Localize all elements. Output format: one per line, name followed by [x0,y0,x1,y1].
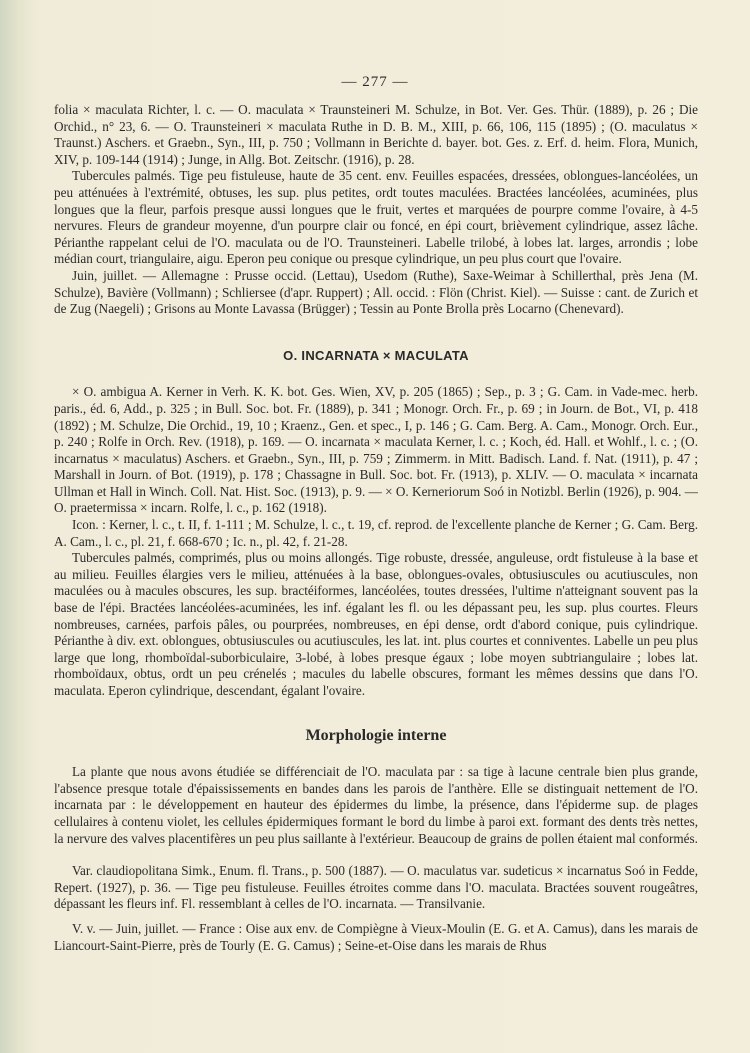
distribution-paragraph: Juin, juillet. — Allemagne : Prusse occid. (Lettau), Usedom (Ruthe), Saxe-Weimar à Schillerthal, près Jena (M. Schulze), Bavière (Vollmann) ; Schliersee (d'apr. Ruppert) ; All. occid. : Flön (Christ. Kiel). — Suisse : cant. de Zurich et de Zug (Naegeli) ; Grisons au Monte Lavassa (Brügger) ; Tessin au Ponte Brolla près Locarno (Chenevard). [54,267,698,317]
description-paragraph: Tubercules palmés. Tige peu fistuleuse, haute de 35 cent. env. Feuilles espacées, dressées, oblongues-lancéolées, un peu atténuées à l'extrémité, obtuses, les sup. plus petites, ordt toutes maculées. Bractées lancéolées, acuminées, plus longues que la fleur, parfois presque aussi longues que le fruit, vertes et marquées de pourpre comme l'ovaire, à 4-5 nervures. Fleurs de grandeur moyenne, d'un pourpre clair ou foncé, en épi court, brièvement cylindrique, assez lâche. Périanthe rappelant celui de l'O. maculata ou de l'O. Traunsteineri. Labelle trilobé, à lobes lat. larges, arrondis ; lobe médian court, triangulaire, aigu. Eperon peu conique ou presque cylindrique, un peu plus court que l'ovaire. [54,168,698,267]
synonymy-paragraph-2: × O. ambigua A. Kerner in Verh. K. K. bot. Ges. Wien, XV, p. 205 (1865) ; Sep., p. 3 ; G. Cam. in Vade-mec. herb. paris., éd. 6, Add., p. 325 ; in Bull. Soc. bot. Fr. (1889), p. 341 ; Monogr. Orch. Fr., p. 69 ; in Journ. de Bot., VI, p. 418 (1892) ; M. Schulze, Die Orchid., 19, 10 ; Kraenz., Gen. et spec., I, p. 146 ; G. Cam. Berg. A. Cam., Monogr. Orch. Eur., p. 240 ; Rolfe in Orch. Rev. (1918), p. 169. — O. incarnata × maculata Kerner, l. c. ; Koch, éd. Hall. et Wohlf., l. c. ; (O. incarnatus × maculatus) Aschers. et Graebn., Syn., III, p. 759 ; Zimmerm. in Mitt. Badisch. Land. f. Nat. (1911), p. 47 ; Marshall in Journ. of Bot. (1919), p. 178 ; Chassagne in Bull. Soc. bot. Fr. (1913), p. XLIV. — O. maculata × incarnata Ullman et Hall in Winch. Coll. Nat. Hist. Soc. (1913), p. 9. — × O. Kerneriorum Soó in Notizbl. Berlin (1926), p. 904. — O. praetermissa × incarn. Rolfe, l. c., p. 162 (1918). [54,384,698,516]
synonymy-paragraph: folia × maculata Richter, l. c. — O. maculata × Traunsteineri M. Schulze, in Bot. Ver. Ges. Thür. (1889), p. 26 ; Die Orchid., n° 23, 6. — O. Traunsteineri × maculata Ruthe in D. B. M., XIII, p. 66, 106, 115 (1895) ; (O. maculatus × Traunst.) Aschers. et Graebn., Syn., III, p. 750 ; Vollmann in Berichte d. bayer. bot. Ges. z. Erf. d. heim. Flora, Munich, XIV, p. 109-144 (1914) ; Junge, in Allg. Bot. Zeitschr. (1916), p. 28. [54,102,698,167]
page-number: — 277 — [341,74,409,90]
distribution-paragraph-2: V. v. — Juin, juillet. — France : Oise aux env. de Compiègne à Vieux-Moulin (E. G. et A. Camus), dans les marais de Liancourt-Saint-Pierre, près de Tourly (E. G. Camus) ; Seine-et-Oise dans les marais de Rhus [54,920,698,953]
subsection-heading: Morphologie interne [305,726,447,744]
description-paragraph-2: Tubercules palmés, comprimés, plus ou moins allongés. Tige robuste, dressée, anguleuse, ordt fistuleuse à la base et au milieu. Feuilles élargies vers le milieu, atténuées à la base, oblongues-ovales, obtusiuscules ou acutiuscules, non maculées ou à macules obscures, les sup. bractéiformes, lancéolées, toutes dressées, l'ultime n'atteignant souvent pas la base de l'épi. Bractées lancéolées-acuminées, les inf. égalant les fl. ou les dépassant peu, les sup. plus courtes. Fleurs nombreuses, carnées, parfois pâles, ou pourprées, nombreuses, en épi dense, ordt d'abord conique, puis cylindrique. Périanthe à div. ext. oblongues, obtusiuscules ou acutiuscules, les lat. int. plus courtes et conniventes. Labelle un peu plus large que long, rhomboïdal-suborbiculaire, 3-lobé, à lobes presque égaux ; lobe moyen subtriangulaire ; lobes lat. rhomboïdaux, obtus, ordt un peu crénelés ; macules du labelle obscures, formant les mêmes dessins que dans l'O. maculata. Eperon cylindrique, descendant, égalant l'ovaire. [54,550,698,698]
variety-paragraph: Var. claudiopolitana Simk., Enum. fl. Trans., p. 500 (1887). — O. maculatus var. sudeticus × incarnatus Soó in Fedde, Repert. (1927), p. 36. — Tige peu fistuleuse. Feuilles étroites comme dans l'O. maculata. Bractées souvent rougeâtres, dépassant les fleurs inf. Fl. ressemblant à celles de l'O. incarnata. — Transilvanie. [54,863,698,912]
morphology-paragraph: La plante que nous avons étudiée se différenciait de l'O. maculata par : sa tige à lacune centrale bien plus grande, l'absence presque totale d'épaississements en bandes dans les parois de l'anthère. Elle se distinguait nettement de l'O. incarnata par : le développement en hauteur des épidermes du limbe, la présence, dans l'épiderme sup. de plages cellulaires à contenu violet, les cellules épidermiques formant le bord du limbe à paroi ext. formant des dents très nettes, la nervure des valves placentifères un peu plus saillante à l'extérieur. Beaucoup de grains de pollen étaient mal conformés. [54,764,698,846]
section-heading: O. INCARNATA × MACULATA [283,347,469,363]
icon-references-paragraph: Icon. : Kerner, l. c., t. II, f. 1-111 ; M. Schulze, l. c., t. 19, cf. reprod. de l'excellente planche de Kerner ; G. Cam. Berg. A. Cam., l. c., pl. 21, f. 668-670 ; Ic. n., pl. 42, f. 21-28. [54,517,698,549]
text-body [54,102,698,954]
